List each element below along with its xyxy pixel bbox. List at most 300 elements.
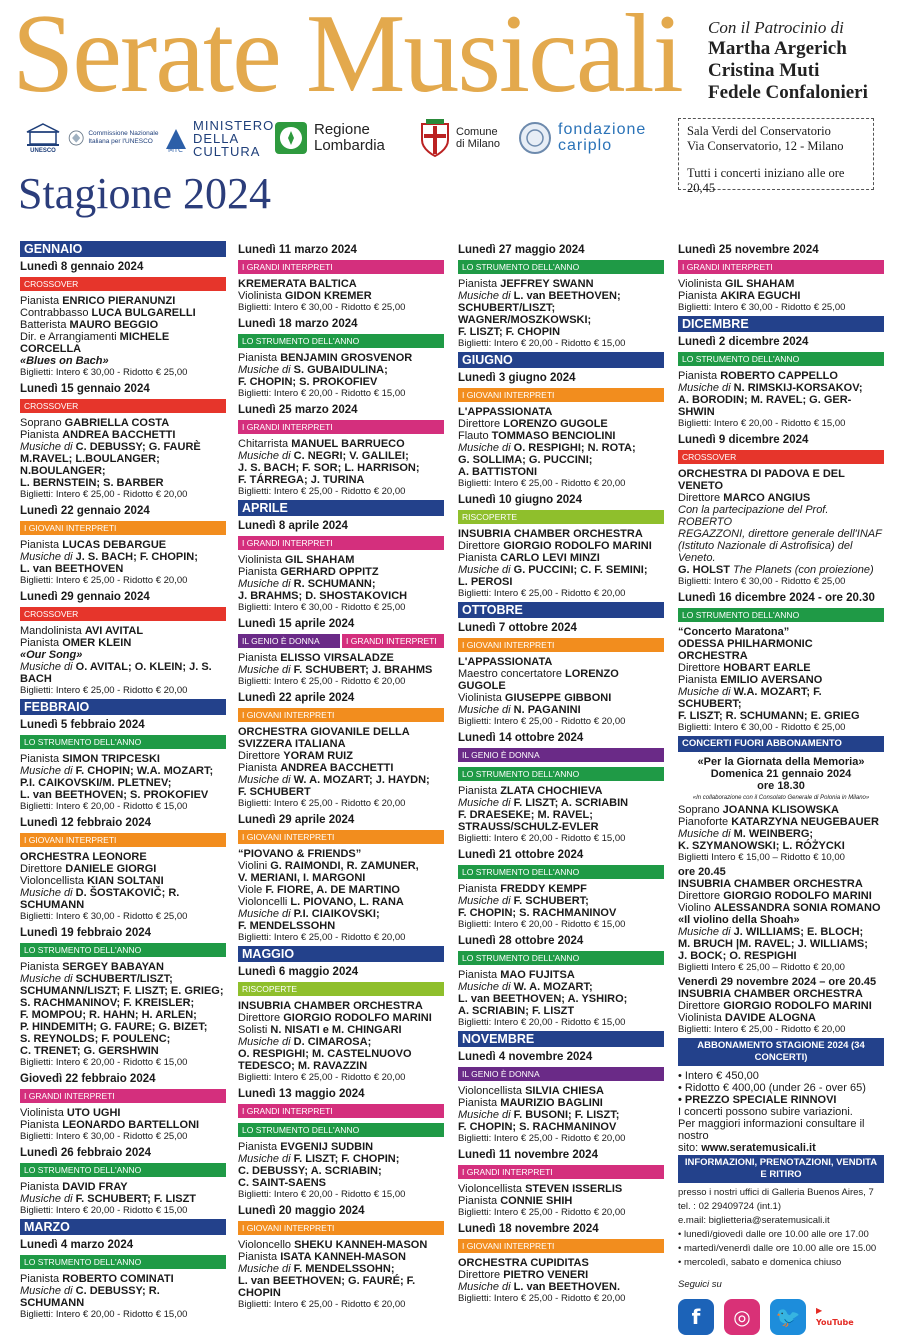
- patronage-block: [708, 18, 868, 104]
- facebook-icon[interactable]: f: [678, 1299, 714, 1335]
- performer-line: [20, 1273, 226, 1285]
- text-run: I concerti possono subire variazioni.: [678, 1106, 853, 1118]
- series-tag: I GIOVANI INTERPRETI: [238, 708, 444, 722]
- text-run: (Istituto Nazionale di Astrofisica) del Veneto.: [678, 540, 853, 564]
- performer-line: [458, 302, 664, 314]
- performer-line: [20, 1193, 226, 1205]
- text-run: C. NEGRI; V. GALILEI;: [293, 450, 409, 462]
- performer-line: [678, 1000, 884, 1012]
- performer-line: [678, 768, 884, 780]
- info-line: e.mail: biglietteria@seratemusicali.it: [678, 1215, 830, 1226]
- performer-line: [458, 1121, 664, 1133]
- performer-line: [458, 1005, 664, 1017]
- text-run: HOBART EARLE: [723, 662, 811, 674]
- text-run: G. PUCCINI; C. F. SEMINI;: [513, 564, 648, 576]
- concert-date: Lunedì 10 giugno 2024: [458, 494, 582, 506]
- performer-line: [678, 278, 884, 290]
- text-run: Violinista: [238, 554, 285, 566]
- text-run: Musiche di: [20, 887, 76, 899]
- ticket-price: Biglietti: Intero € 20,00 - Ridotto € 15,00: [20, 1309, 188, 1320]
- text-run: Direttore: [238, 750, 284, 762]
- venue-box: [678, 118, 874, 195]
- text-run: Pianista: [238, 1141, 281, 1153]
- text-run: Pianista: [458, 552, 501, 564]
- text-run: Musiche di: [678, 828, 734, 840]
- ticket-price: Biglietti: Intero € 25,00 - Ridotto € 20,00: [458, 716, 626, 727]
- performer-line: [458, 442, 664, 454]
- text-run: «Blues on Bach»: [20, 355, 109, 367]
- text-run: C. TRENET; G. GERSHWIN: [20, 1045, 159, 1057]
- ticket-price: Biglietti: Intero € 25,00 - Ridotto € 20,00: [458, 478, 626, 489]
- series-tag: IL GENIO È DONNA: [458, 1067, 664, 1081]
- performer-line: [20, 1045, 226, 1057]
- text-run: Musiche di: [238, 364, 294, 376]
- performer-line: [458, 668, 664, 692]
- patron-name: Fedele Confalonieri: [708, 82, 868, 103]
- performer-line: [458, 466, 664, 478]
- text-run: O. RESPIGHI; N. ROTA;: [513, 442, 636, 454]
- concert-date: Lunedì 25 marzo 2024: [238, 404, 358, 416]
- text-run: Per maggiori informazioni consultare il nostro: [678, 1118, 865, 1142]
- ticket-price: Biglietti: Intero € 25,00 - Ridotto € 20,00: [20, 489, 188, 500]
- month-header: ABBONAMENTO STAGIONE 2024 (34 CONCERTI): [678, 1038, 884, 1066]
- text-run: Pianista: [20, 429, 63, 441]
- performer-line: [678, 914, 884, 926]
- performer-line: [678, 370, 884, 382]
- performer-line: [678, 816, 884, 828]
- performer-line: [458, 895, 664, 907]
- performer-line: [458, 1195, 664, 1207]
- text-run: Pianista: [458, 1195, 501, 1207]
- performer-line: [20, 753, 226, 765]
- performer-line: [20, 441, 226, 453]
- performer-line: [20, 777, 226, 789]
- youtube-icon[interactable]: ▶ YouTube: [816, 1306, 854, 1327]
- twitter-icon[interactable]: 🐦: [770, 1299, 806, 1335]
- info-line: tel. : 02 29409724 (int.1): [678, 1201, 781, 1212]
- ticket-price: Biglietti: Intero € 20,00 - Ridotto € 15,00: [20, 1057, 188, 1068]
- performer-line: [238, 278, 444, 290]
- text-run: Musiche di: [238, 1263, 294, 1275]
- text-run: ore 18.30: [757, 780, 805, 792]
- text-run: WAGNER/MOSZKOWSKI;: [458, 314, 592, 326]
- text-run: J. S. BACH; F. CHOPIN;: [75, 551, 198, 563]
- performer-line: [238, 1036, 444, 1048]
- performer-line: [20, 539, 226, 551]
- text-run: L'APPASSIONATA: [458, 406, 553, 418]
- performer-line: [678, 902, 884, 914]
- ticket-price: Biglietti: Intero € 20,00 - Ridotto € 15,00: [458, 338, 626, 349]
- month-header: MAGGIO: [238, 946, 444, 962]
- text-run: GABRIELLA COSTA: [64, 417, 170, 429]
- performer-line: [238, 1024, 444, 1036]
- text-run: Musiche di: [458, 564, 514, 576]
- month-header: CONCERTI FUORI ABBONAMENTO: [678, 736, 884, 752]
- text-run: Pianoforte: [678, 816, 732, 828]
- text-run: YORAM RUIZ: [283, 750, 353, 762]
- text-run: L. van BEETHOVEN; G. FAURÉ; F. CHOPIN: [238, 1275, 416, 1299]
- performer-line: [458, 981, 664, 993]
- concert-date: Lunedì 4 marzo 2024: [20, 1239, 134, 1251]
- text-run: “PIOVANO & FRIENDS”: [238, 848, 362, 860]
- text-run: P.I. CIAIKOVSKI;: [293, 908, 380, 920]
- text-run: J. BOCK; O. RESPIGHI: [678, 950, 797, 962]
- performer-line: [458, 692, 664, 704]
- performer-line: [238, 762, 444, 774]
- text-run: INSUBRIA CHAMBER ORCHESTRA: [238, 1000, 423, 1012]
- text-run: GIORGIO RODOLFO MARINI: [723, 890, 872, 902]
- concert-date: Lunedì 18 marzo 2024: [238, 318, 358, 330]
- performer-line: [20, 985, 226, 997]
- text-run: F. LISZT; F. CHOPIN: [458, 326, 561, 338]
- text-run: F. BUSONI; F. LISZT;: [513, 1109, 620, 1121]
- instagram-icon[interactable]: ◎: [724, 1299, 760, 1335]
- text-run: BENJAMIN GROSVENOR: [280, 352, 413, 364]
- text-run: Direttore: [678, 662, 724, 674]
- performer-line: [678, 674, 884, 686]
- series-tag: LO STRUMENTO DELL'ANNO: [678, 352, 884, 366]
- performer-line: [458, 1085, 664, 1097]
- performer-line: [238, 1153, 444, 1165]
- text-run: Violinista: [458, 692, 505, 704]
- text-run: Musiche di: [458, 1109, 514, 1121]
- text-run: Musiche di: [458, 442, 514, 454]
- text-run: MICHELE CORCELLA: [20, 331, 170, 355]
- text-run: O. RESPIGHI; M. CASTELNUOVO: [238, 1048, 412, 1060]
- concert-date: Lunedì 2 dicembre 2024: [678, 336, 809, 348]
- collaboration-note: «In collaborazione con il Consolato Generale di Polonia in Milano»: [692, 795, 870, 801]
- text-run: Pianista: [20, 961, 63, 973]
- programme-column: [238, 240, 444, 1313]
- performer-line: [238, 872, 444, 884]
- performer-line: [458, 907, 664, 919]
- programme-column: [458, 240, 664, 1307]
- ticket-price: Biglietti: Intero € 30,00 - Ridotto € 25,00: [20, 911, 188, 922]
- performer-line: [678, 878, 884, 890]
- series-tag: I GIOVANI INTERPRETI: [238, 830, 444, 844]
- commissione-unesco-logo: Commissione Nazionale Italiana per l'UNESCO: [68, 113, 168, 163]
- series-tag: I GRANDI INTERPRETI: [458, 1165, 664, 1179]
- performer-line: [238, 738, 444, 750]
- text-run: Musiche di: [678, 382, 734, 394]
- concert-date: Lunedì 28 ottobre 2024: [458, 935, 584, 947]
- text-run: Musiche di: [238, 1153, 294, 1165]
- performer-line: [20, 875, 226, 887]
- text-run: W. A. MOZART; J. HAYDN;: [293, 774, 430, 786]
- performer-line: [458, 278, 664, 290]
- performer-line: [678, 686, 884, 710]
- series-tag: LO STRUMENTO DELL'ANNO: [238, 1123, 444, 1137]
- text-run: F. DRAESEKE; M. RAVEL;: [458, 809, 593, 821]
- info-line: • mercoledì, sabato e domenica chiuso: [678, 1257, 842, 1268]
- concert-date: Lunedì 29 aprile 2024: [238, 814, 355, 826]
- text-run: G. SOLLIMA; G. PUCCINI;: [458, 454, 593, 466]
- performer-line: [678, 1106, 884, 1118]
- text-run: Musiche di: [238, 908, 294, 920]
- text-run: F. LISZT; F. CHOPIN;: [293, 1153, 400, 1165]
- text-run: S. REYNOLDS; F. POULENC;: [20, 1033, 171, 1045]
- series-tag: I GIOVANI INTERPRETI: [458, 638, 664, 652]
- comune-milano-logo: Comune di Milano: [418, 113, 510, 163]
- text-run: AVI AVITAL: [84, 625, 144, 637]
- performer-line: [678, 382, 884, 394]
- ticket-price: Biglietti: Intero € 25,00 - Ridotto € 20,00: [238, 486, 406, 497]
- performer-line: [458, 540, 664, 552]
- performer-line: [238, 652, 444, 664]
- text-run: ore 20.45: [678, 866, 726, 878]
- concert-date: Lunedì 4 novembre 2024: [458, 1051, 593, 1063]
- text-run: C. DEBUSSY; A. SCRIABIN;: [238, 1165, 382, 1177]
- text-run: Flauto: [458, 430, 492, 442]
- ticket-price: Biglietti: Intero € 30,00 - Ridotto € 25,00: [678, 302, 846, 313]
- concert-date: Lunedì 29 gennaio 2024: [20, 591, 150, 603]
- text-run: Violino: [678, 902, 714, 914]
- ticket-price: Biglietti: Intero € 20,00 - Ridotto € 15,00: [238, 1189, 406, 1200]
- text-run: L. van BEETHOVEN.: [513, 1281, 620, 1293]
- performer-line: [238, 848, 444, 860]
- performer-line: [678, 504, 884, 528]
- performer-line: [458, 1269, 664, 1281]
- text-run: Pianista: [20, 295, 63, 307]
- performer-line: [238, 474, 444, 486]
- performer-line: [458, 314, 664, 326]
- start-time-note: Tutti i concerti iniziano alle ore 20,45: [687, 166, 845, 195]
- text-run: J. S. BACH; F. SOR; L. HARRISON;: [238, 462, 420, 474]
- concert-date: Lunedì 8 aprile 2024: [238, 520, 348, 532]
- text-run: D. ŠOSTAKOVIČ; R. SCHUMANN: [20, 887, 180, 911]
- text-run: ELISSO VIRSALADZE: [280, 652, 394, 664]
- concert-date: Lunedì 11 marzo 2024: [238, 244, 357, 256]
- text-run: KIAN SOLTANI: [87, 875, 164, 887]
- performer-line: [458, 326, 664, 338]
- series-tag: I GIOVANI INTERPRETI: [20, 521, 226, 535]
- text-run: N. RIMSKIJ-KORSAKOV;: [733, 382, 863, 394]
- text-run: ANDREA BACCHETTI: [62, 429, 176, 441]
- performer-line: [458, 552, 664, 564]
- text-run: «Il violino della Shoah»: [678, 914, 800, 926]
- performer-line: [238, 376, 444, 388]
- concert-date: Lunedì 26 febbraio 2024: [20, 1147, 152, 1159]
- performer-line: [238, 884, 444, 896]
- performer-line: [678, 540, 884, 564]
- text-run: F. MOMPOU; R. HAHN; H. ARLEN;: [20, 1009, 197, 1021]
- text-run: Pianista: [238, 762, 281, 774]
- month-header: INFORMAZIONI, PRENOTAZIONI, VENDITA E RITIRO: [678, 1155, 884, 1183]
- text-run: TOMMASO BENCIOLINI: [491, 430, 616, 442]
- page-title: Serate Musicali: [12, 0, 682, 116]
- text-run: Chitarrista: [238, 438, 292, 450]
- text-run: Violinista: [678, 278, 725, 290]
- text-run: www.seratemusicali.it: [701, 1142, 816, 1154]
- text-run: Musiche di: [20, 1285, 76, 1297]
- performer-line: [458, 454, 664, 466]
- text-run: JOANNA KLISOWSKA: [722, 804, 839, 816]
- performer-line: [678, 1142, 884, 1154]
- text-run: “Concerto Maratona”: [678, 626, 790, 638]
- text-run: M. WEINBERG;: [733, 828, 814, 840]
- text-run: Violini: [238, 860, 271, 872]
- series-tag: I GRANDI INTERPRETI: [238, 260, 444, 274]
- concert-date: Lunedì 18 novembre 2024: [458, 1223, 599, 1235]
- performer-line: [238, 1239, 444, 1251]
- series-tag: LO STRUMENTO DELL'ANNO: [458, 767, 664, 781]
- text-run: F. FIORE, A. DE MARTINO: [265, 884, 400, 896]
- ticket-price: Biglietti: Intero € 25,00 - Ridotto € 20,00: [458, 1293, 626, 1304]
- performer-line: [20, 331, 226, 355]
- text-run: Mandolinista: [20, 625, 85, 637]
- series-tag: I GRANDI INTERPRETI: [238, 420, 444, 434]
- concert-date: Lunedì 9 dicembre 2024: [678, 434, 809, 446]
- performer-line: [238, 1141, 444, 1153]
- ticket-price: Biglietti: Intero € 20,00 - Ridotto € 15,00: [20, 801, 188, 812]
- ticket-price: Biglietti: Intero € 25,00 - Ridotto € 20,00: [20, 575, 188, 586]
- text-run: F. MENDELSSOHN;: [293, 1263, 395, 1275]
- text-run: F. LISZT; R. SCHUMANN; E. GRIEG: [678, 710, 860, 722]
- performer-line: [458, 430, 664, 442]
- performer-line: [238, 786, 444, 798]
- concert-date: Lunedì 15 aprile 2024: [238, 618, 355, 630]
- series-tag: LO STRUMENTO DELL'ANNO: [20, 1163, 226, 1177]
- text-run: Direttore: [458, 1269, 504, 1281]
- performer-line: [238, 352, 444, 364]
- performer-line: [678, 468, 884, 492]
- text-run: Musiche di: [238, 774, 294, 786]
- text-run: GIORGIO RODOLFO MARINI: [503, 540, 652, 552]
- text-run: Pianista: [238, 566, 281, 578]
- performer-line: [238, 1048, 444, 1060]
- performer-line: [20, 1119, 226, 1131]
- text-run: F. CHOPIN; S. RACHMANINOV: [458, 1121, 617, 1133]
- performer-line: [20, 355, 226, 367]
- performer-line: [458, 969, 664, 981]
- social-links: [678, 1299, 884, 1335]
- sponsor-logos: [22, 113, 672, 163]
- text-run: LUCA BULGARELLI: [91, 307, 196, 319]
- text-run: Violoncellista: [458, 1183, 526, 1195]
- series-tags: [238, 633, 444, 652]
- text-run: SIMON TRIPCESKI: [62, 753, 160, 765]
- ticket-price: Biglietti: Intero € 25,00 - Ridotto € 20,00: [458, 1133, 626, 1144]
- text-run: Soprano: [678, 804, 723, 816]
- series-tag: LO STRUMENTO DELL'ANNO: [20, 943, 226, 957]
- text-run: Musiche di: [238, 578, 294, 590]
- text-run: Direttore: [678, 492, 724, 504]
- text-run: Musiche di: [678, 686, 734, 698]
- text-run: SILVIA CHIESA: [525, 1085, 604, 1097]
- performer-line: [20, 1107, 226, 1119]
- month-header: DICEMBRE: [678, 316, 884, 332]
- series-tag: I GRANDI INTERPRETI: [20, 1089, 226, 1103]
- performer-line: [678, 866, 884, 878]
- ticket-price: Biglietti Intero € 25,00 – Ridotto € 20,00: [678, 962, 845, 973]
- series-tag: LO STRUMENTO DELL'ANNO: [678, 608, 884, 622]
- ticket-price: Biglietti: Intero € 25,00 - Ridotto € 20,00: [238, 932, 406, 943]
- text-run: INSUBRIA CHAMBER ORCHESTRA: [678, 988, 863, 1000]
- series-tag: RISCOPERTE: [238, 982, 444, 996]
- performer-line: [678, 1094, 884, 1106]
- text-run: F. CHOPIN; S. PROKOFIEV: [238, 376, 378, 388]
- performer-line: [678, 1082, 884, 1094]
- text-run: SVIZZERA ITALIANA: [238, 738, 346, 750]
- text-run: Musiche di: [458, 981, 514, 993]
- performer-line: [458, 656, 664, 668]
- info-line: • lunedì/giovedì dalle ore 10.00 alle ore 17.00: [678, 1229, 869, 1240]
- text-run: ALESSANDRA SONIA ROMANO: [713, 902, 881, 914]
- text-run: GIUSEPPE GIBBONI: [504, 692, 612, 704]
- text-run: SHWIN: [678, 406, 715, 418]
- text-run: W.A. MOZART; F. SCHUBERT;: [678, 686, 822, 710]
- text-run: ANDREA BACCHETTI: [280, 762, 394, 774]
- text-run: Direttore: [458, 418, 504, 430]
- programme-column: [20, 240, 226, 1323]
- performer-line: [238, 774, 444, 786]
- text-run: Maestro concertatore: [458, 668, 565, 680]
- performer-line: [678, 662, 884, 674]
- text-run: Batterista: [20, 319, 70, 331]
- performer-line: [238, 578, 444, 590]
- series-tag: IL GENIO È DONNA: [458, 748, 664, 762]
- concert-date: Lunedì 12 febbraio 2024: [20, 817, 152, 829]
- text-run: Violoncelli: [238, 896, 291, 908]
- performer-line: [678, 926, 884, 938]
- series-tag: I GIOVANI INTERPRETI: [458, 1239, 664, 1253]
- ticket-price: Biglietti: Intero € 25,00 - Ridotto € 20,00: [238, 1299, 406, 1310]
- text-run: Musiche di: [20, 661, 76, 673]
- text-run: Musiche di: [238, 1036, 294, 1048]
- text-run: PIETRO VENERI: [503, 1269, 589, 1281]
- concert-date: Lunedì 19 febbraio 2024: [20, 927, 152, 939]
- text-run: CARLO LEVI MINZI: [500, 552, 600, 564]
- text-run: Musiche di: [20, 765, 76, 777]
- text-run: V. MERIANI, I. MARGONI: [238, 872, 366, 884]
- ticket-price: Biglietti: Intero € 30,00 - Ridotto € 25,00: [238, 602, 406, 613]
- text-run: EMILIO AVERSANO: [720, 674, 823, 686]
- text-run: L. van BEETHOVEN;: [513, 290, 621, 302]
- text-run: Musiche di: [20, 551, 76, 563]
- text-run: F. CHOPIN; S. RACHMANINOV: [458, 907, 617, 919]
- series-tag: LO STRUMENTO DELL'ANNO: [458, 865, 664, 879]
- text-run: UTO UGHI: [66, 1107, 121, 1119]
- performer-line: [458, 993, 664, 1005]
- venue-address: Via Conservatorio, 12 - Milano: [687, 139, 844, 153]
- text-run: Domenica 21 gennaio 2024: [710, 768, 852, 780]
- text-run: Pianista: [458, 278, 501, 290]
- performer-line: [20, 851, 226, 863]
- performer-line: [678, 938, 884, 950]
- text-run: ENRICO PIERANUNZI: [62, 295, 176, 307]
- performer-line: [458, 418, 664, 430]
- regione-lombardia-logo: Regione Lombardia: [274, 113, 412, 163]
- performer-line: [20, 637, 226, 649]
- text-run: Musiche di: [458, 797, 514, 809]
- ticket-price: Biglietti: Intero € 25,00 - Ridotto € 20,00: [238, 676, 406, 687]
- performer-line: [458, 1097, 664, 1109]
- performer-line: [678, 780, 884, 792]
- text-run: MAURO BEGGIO: [69, 319, 159, 331]
- text-run: ZLATA CHOCHIEVA: [500, 785, 603, 797]
- text-run: DAVIDE ALOGNA: [724, 1012, 816, 1024]
- performer-line: [238, 920, 444, 932]
- performer-line: [20, 625, 226, 637]
- venue-name: Sala Verdi del Conservatorio: [687, 124, 831, 138]
- series-tag: I GIOVANI INTERPRETI: [238, 1221, 444, 1235]
- text-run: Violinista: [238, 290, 285, 302]
- text-run: W. A. MOZART;: [513, 981, 593, 993]
- ticket-price: Biglietti: Intero € 20,00 - Ridotto € 15,00: [458, 833, 626, 844]
- text-run: «Our Song»: [20, 649, 83, 661]
- performer-line: [458, 528, 664, 540]
- text-run: LORENZO GUGOLE: [503, 418, 608, 430]
